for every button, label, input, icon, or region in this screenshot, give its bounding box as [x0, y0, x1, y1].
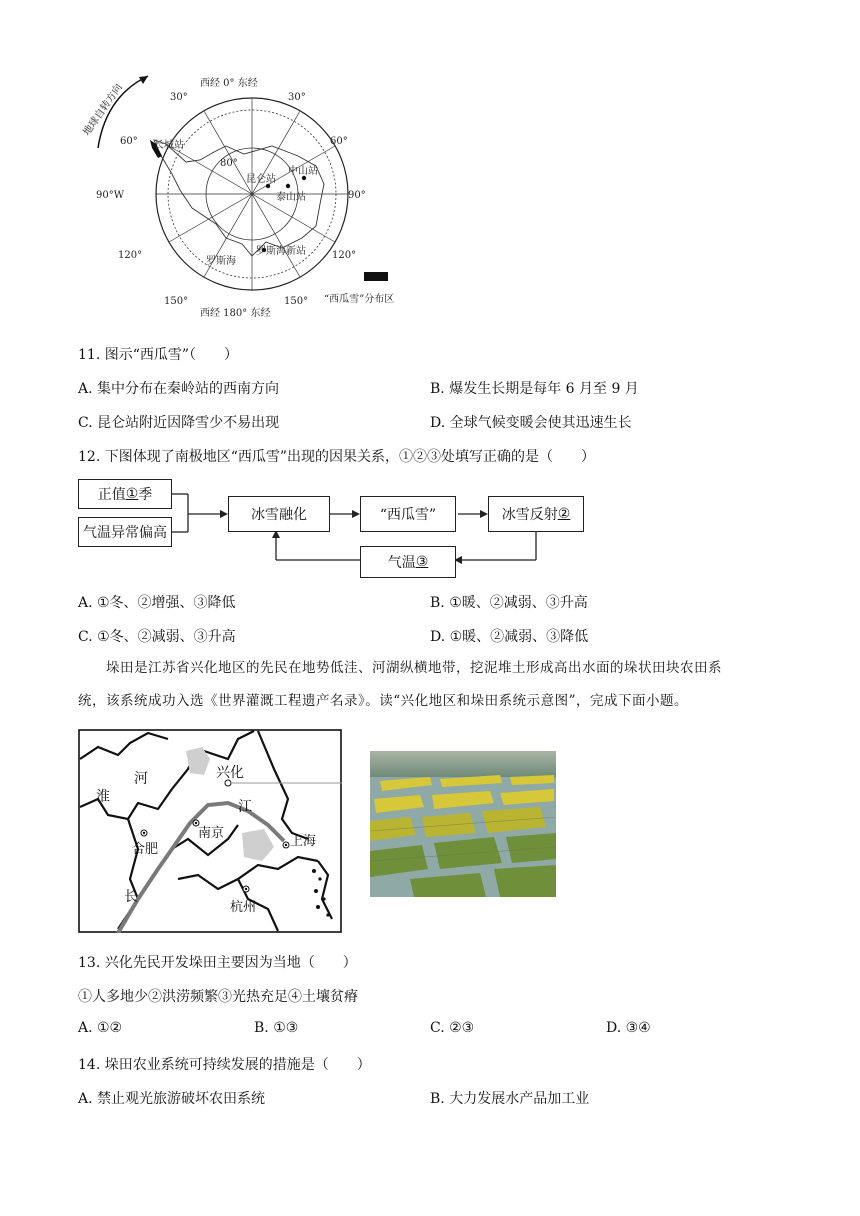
label-huai-2: 河 — [134, 771, 148, 787]
q13-option-c[interactable]: C. ②③ — [430, 1020, 475, 1036]
passage-line-1: 垛田是江苏省兴化地区的先民在地势低洼、河湖纵横地带，挖泥堆土形成高出水面的垛状田块农田系 — [106, 660, 722, 676]
legend-swatch — [364, 272, 388, 281]
label-jiang-1: 长 — [124, 889, 138, 905]
lon-150e: 150° — [284, 296, 309, 307]
q13-option-d[interactable]: D. ③④ — [606, 1020, 651, 1036]
lon-60w: 60° — [120, 136, 138, 147]
q11-option-d[interactable]: D. 全球气候变暖会使其迅速生长 — [430, 415, 632, 431]
lon-60e: 60° — [330, 136, 348, 147]
q13-stem: 13. 兴化先民开发垛田主要因为当地（ ） — [78, 955, 357, 971]
q14-option-b[interactable]: B. 大力发展水产品加工业 — [430, 1091, 590, 1107]
label-hefei: 合肥 — [132, 842, 159, 857]
q13-statements: ①人多地少②洪涝频繁③光热充足④土壤贫瘠 — [78, 989, 358, 1005]
lat-80: 80° — [220, 158, 238, 169]
passage — [78, 652, 784, 718]
flow-box-season: 正值 ① 季 — [78, 479, 172, 509]
legend-label: “西瓜雪”分布区 — [324, 294, 395, 305]
q14-option-a[interactable]: A. 禁止观光旅游破坏农田系统 — [78, 1091, 266, 1107]
q12-stem: 12. 下图体现了南极地区“西瓜雪”出现的因果关系，①②③处填写正确的是（ ） — [78, 449, 596, 465]
flow-box-high-temp: 气温异常偏高 — [78, 517, 172, 547]
q11-option-b[interactable]: B. 爆发生长期是每年 6 月至 9 月 — [430, 381, 639, 397]
station-changcheng: 长城站 — [154, 140, 184, 151]
label-hangzhou: 杭州 — [230, 900, 257, 915]
lon-30e: 30° — [288, 92, 306, 103]
xinghua-map — [78, 729, 342, 933]
q11-stem: 11. 图示“西瓜雪”（ ） — [78, 347, 239, 363]
antarctic-polar-map — [76, 66, 436, 322]
q14-stem: 14. 垛田农业系统可持续发展的措施是（ ） — [78, 1057, 371, 1073]
bottom-lon-label: 西经 180° 东经 — [200, 308, 271, 319]
q11-option-c[interactable]: C. 昆仑站附近因降雪少不易出现 — [78, 415, 280, 431]
blank-1-mark: ① — [125, 486, 139, 502]
q11-option-a[interactable]: A. 集中分布在秦岭站的西南方向 — [78, 381, 280, 397]
q12-option-d[interactable]: D. ①暖、②减弱、③降低 — [430, 629, 589, 645]
flow-box-watermelon-snow: “西瓜雪” — [360, 496, 456, 532]
q12-option-a[interactable]: A. ①冬、②增强、③降低 — [78, 595, 236, 611]
station-luosihai-new: 罗斯海新站 — [256, 246, 306, 257]
station-kunlun: 昆仑站 — [246, 174, 276, 185]
label-xinghua: 兴化 — [216, 765, 244, 781]
lon-120e: 120° — [332, 250, 357, 261]
station-zhongshan: 中山站 — [288, 166, 318, 177]
q12-option-c[interactable]: C. ①冬、②减弱、③升高 — [78, 629, 236, 645]
ross-sea-label: 罗斯海 — [206, 256, 236, 267]
flow-box-ice-melt: 冰雪融化 — [228, 496, 330, 532]
lon-120w: 120° — [118, 250, 143, 261]
lon-90w: 90°W — [96, 190, 125, 201]
q13-option-b[interactable]: B. ①③ — [254, 1020, 299, 1036]
station-taishan: 泰山站 — [276, 192, 306, 203]
blank-2-mark: ② — [557, 506, 571, 522]
blank-3-mark: ③ — [415, 554, 429, 570]
q13-option-a[interactable]: A. ①② — [78, 1020, 123, 1036]
lon-150w: 150° — [164, 296, 189, 307]
label-shanghai: 上海 — [290, 834, 317, 849]
lon-90e: 90° — [348, 190, 366, 201]
lon-30w: 30° — [170, 92, 188, 103]
q12-option-b[interactable]: B. ①暖、②减弱、③升高 — [430, 595, 588, 611]
rotation-label: 地球自转方向 — [81, 82, 125, 138]
duotian-photo — [370, 751, 556, 897]
top-lon-label: 西经 0° 东经 — [200, 78, 258, 89]
flow-box-reflection: 冰雪反射 ② — [488, 496, 584, 532]
label-jiang-2: 江 — [238, 799, 252, 815]
label-nanjing: 南京 — [198, 826, 225, 841]
flow-box-temperature: 气温 ③ — [360, 546, 456, 578]
label-huai-1: 淮 — [96, 789, 110, 805]
passage-line-2: 统，该系统成功入选《世界灌溉工程遗产名录》。读“兴化地区和垛田系统示意图”，完成下面小题。 — [78, 693, 689, 709]
